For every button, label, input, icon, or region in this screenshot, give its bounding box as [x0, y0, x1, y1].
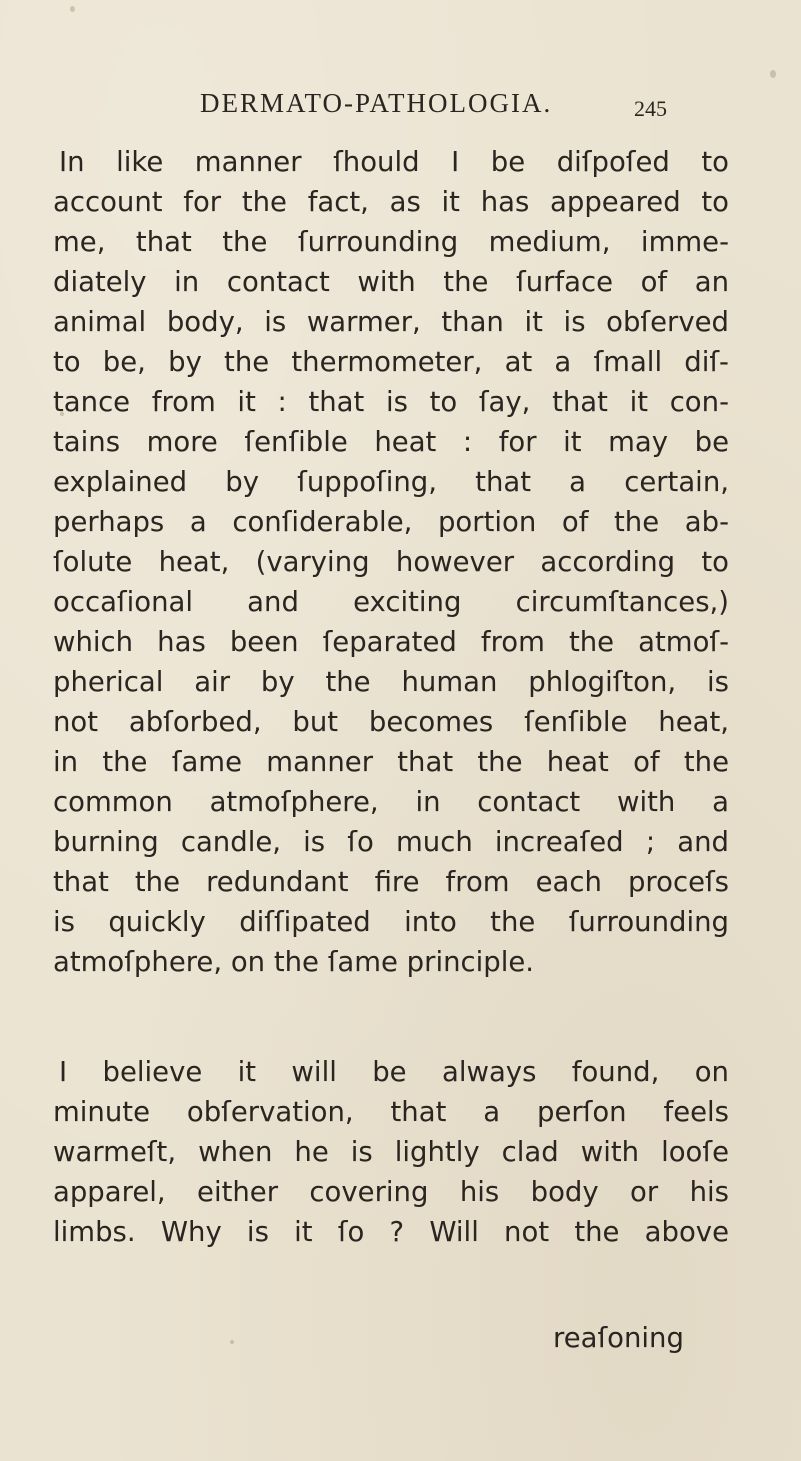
text-line: that the redundant fire from each proceſs — [53, 866, 729, 898]
text-line: tance from it : that is to ſay, that it con- — [53, 386, 729, 418]
text-line: occaſional and exciting circumſtances,) — [53, 586, 729, 618]
text-line: In like manner ſhould I be diſpoſed to — [59, 146, 729, 178]
text-line: animal body, is warmer, than it is obſerved — [53, 306, 729, 338]
catchword: reaſoning — [553, 1322, 684, 1354]
text-line: limbs. Why is it ſo ? Will not the above — [53, 1216, 729, 1248]
paper-spot — [770, 70, 776, 78]
text-line: warmeſt, when he is lightly clad with looſe — [53, 1136, 729, 1168]
paper-spot — [70, 6, 75, 12]
running-title: DERMATO-PATHOLOGIA. — [200, 88, 553, 118]
paragraph-1 — [53, 142, 729, 982]
text-line: me, that the ſurrounding medium, imme- — [53, 226, 729, 258]
text-line: minute obſervation, that a perſon feels — [53, 1096, 729, 1128]
text-line: to be, by the thermometer, at a ſmall diſ- — [53, 346, 729, 378]
text-line: which has been ſeparated from the atmoſ- — [53, 626, 729, 658]
text-line: atmoſphere, on the ſame principle. — [53, 946, 535, 978]
text-line: apparel, either covering his body or his — [53, 1176, 729, 1208]
text-line: in the ſame manner that the heat of the — [53, 746, 729, 778]
text-line: diately in contact with the ſurface of an — [53, 266, 729, 298]
text-line: perhaps a conſiderable, portion of the ab- — [53, 506, 729, 538]
paragraph-2 — [53, 1052, 729, 1252]
page-number: 245 — [634, 96, 667, 121]
paper-spot — [60, 412, 64, 416]
text-line: ſolute heat, (varying however according to — [53, 546, 729, 578]
text-line: I believe it will be always found, on — [59, 1056, 729, 1088]
text-line: not abſorbed, but becomes ſenſible heat, — [53, 706, 729, 738]
text-line: account for the fact, as it has appeared to — [53, 186, 729, 218]
text-line: burning candle, is ſo much increaſed ; and — [53, 826, 729, 858]
text-line: explained by ſuppoſing, that a certain, — [53, 466, 729, 498]
text-line: pherical air by the human phlogiſton, is — [53, 666, 729, 698]
text-line: common atmoſphere, in contact with a — [53, 786, 729, 818]
text-line: is quickly diſſipated into the ſurrounding — [53, 906, 729, 938]
paper-spot — [230, 1340, 234, 1344]
text-line: tains more ſenſible heat : for it may be — [53, 426, 729, 458]
